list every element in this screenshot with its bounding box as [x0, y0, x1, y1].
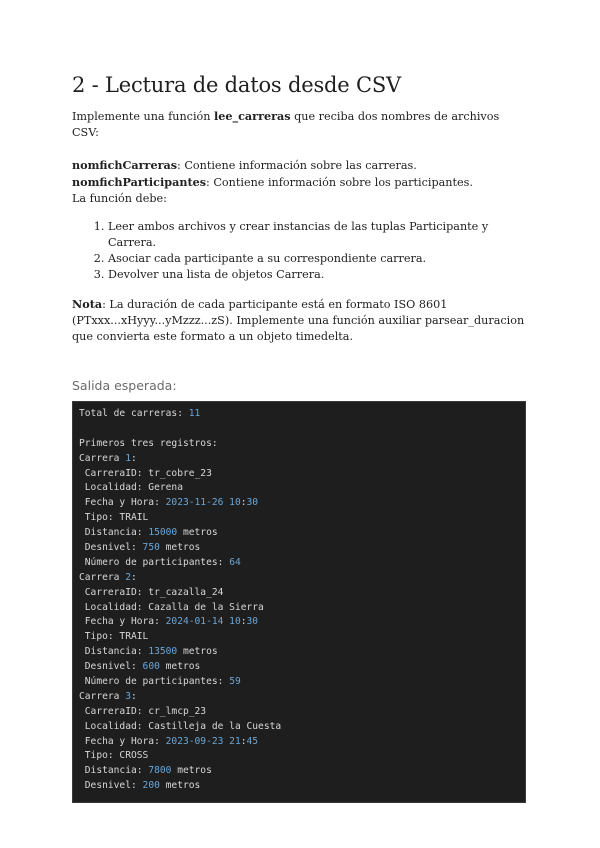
- terminal-text: metros: [171, 765, 212, 777]
- terminal-text: Total de carreras:: [79, 408, 189, 419]
- terminal-line: [79, 481, 519, 496]
- steps-list: [72, 219, 528, 283]
- terminal-number: 30: [246, 616, 259, 628]
- intro-text-end: que reciba dos nombres de archivos CSV:: [72, 110, 500, 139]
- terminal-number: 7800: [148, 765, 172, 777]
- note-line: que convierta este formato a un objeto timedelta.: [72, 330, 354, 343]
- terminal-number: 3: [125, 690, 131, 702]
- terminal-line: [79, 422, 519, 437]
- must-intro: La función debe:: [72, 192, 167, 205]
- terminal-line: [79, 645, 519, 660]
- terminal-text: Tipo: TRAIL: [79, 631, 149, 643]
- terminal-number: 11: [188, 408, 201, 419]
- terminal-text: Carrera: [79, 690, 126, 702]
- terminal-number: 15000: [148, 527, 178, 539]
- terminal-line: [79, 496, 519, 511]
- terminal-text: Distancia:: [79, 527, 149, 539]
- intro-text: Implemente una función: [72, 110, 215, 123]
- terminal-text: metros: [177, 527, 218, 539]
- terminal-line: [79, 690, 519, 705]
- terminal-text: Fecha y Hora:: [79, 497, 166, 509]
- terminal-line: [79, 571, 519, 586]
- terminal-text: Carrera: [79, 452, 126, 464]
- terminal-text: :: [131, 452, 137, 464]
- terminal-line: [79, 556, 519, 571]
- terminal-text: Desnivel:: [79, 542, 143, 554]
- terminal-line: [79, 615, 519, 630]
- terminal-text: Distancia:: [79, 646, 149, 658]
- terminal-number: 600: [142, 661, 160, 673]
- terminal-text: Número de participantes:: [79, 556, 230, 568]
- terminal-number: 2023-11-26 10: [165, 497, 241, 509]
- terminal-line: [79, 779, 519, 794]
- terminal-line: [79, 586, 519, 601]
- note-line: [72, 296, 528, 313]
- terminal-text: Localidad: Gerena: [79, 482, 183, 494]
- output-label: Salida esperada:: [72, 378, 177, 393]
- parameter-definitions: [72, 157, 528, 207]
- terminal-line: [79, 407, 519, 422]
- terminal-text: :: [131, 571, 137, 583]
- terminal-line: [79, 764, 519, 779]
- terminal-text: Número de participantes:: [79, 676, 230, 688]
- note-line: (PTxxx...xHyyy...yMzzz...zS). Implemente una función auxiliar parsear_duracion: [72, 314, 525, 327]
- terminal-text: :: [131, 690, 137, 702]
- terminal-text: Tipo: CROSS: [79, 750, 149, 762]
- intro-paragraph: [72, 108, 528, 141]
- terminal-number: 2: [125, 571, 131, 583]
- terminal-number: 30: [246, 497, 259, 509]
- param-participantes: [72, 174, 528, 191]
- terminal-text: CarreraID: tr_cazalla_24: [79, 586, 224, 598]
- terminal-text: CarreraID: cr_lmcp_23: [79, 705, 207, 717]
- terminal-text: Distancia:: [79, 765, 149, 777]
- terminal-line: [79, 660, 519, 675]
- terminal-line: [79, 720, 519, 735]
- terminal-text: Fecha y Hora:: [79, 735, 166, 747]
- terminal-line: [79, 467, 519, 482]
- terminal-number: 64: [229, 556, 241, 568]
- document-page: [72, 72, 528, 803]
- terminal-text: CarreraID: tr_cobre_23: [79, 467, 212, 479]
- param-desc: : Contiene información sobre las carreras.: [177, 159, 417, 172]
- terminal-text: :: [240, 735, 247, 747]
- terminal-line: [79, 630, 519, 645]
- terminal-line: [79, 541, 519, 556]
- terminal-line: [79, 601, 519, 616]
- terminal-text: metros: [159, 661, 201, 673]
- terminal-number: 750: [142, 542, 160, 554]
- terminal-text: Localidad: Cazalla de la Sierra: [79, 601, 264, 613]
- terminal-number: 200: [142, 780, 160, 792]
- terminal-text: metros: [159, 542, 201, 554]
- param-carreras: [72, 157, 528, 174]
- terminal-text: Fecha y Hora:: [79, 616, 166, 628]
- terminal-line: [79, 749, 519, 764]
- terminal-text: Desnivel:: [79, 780, 143, 792]
- terminal-text: :: [240, 497, 247, 509]
- terminal-text: metros: [177, 646, 218, 658]
- terminal-line: [79, 675, 519, 690]
- list-item: 1. Leer ambos archivos y crear instancias de las tuplas Participante y Carrera.: [108, 219, 528, 251]
- note-label: Nota: [72, 297, 103, 311]
- section-heading: 2 - Lectura de datos desde CSV: [72, 73, 401, 97]
- note-text: : La duración de cada participante está en formato ISO 8601: [102, 298, 448, 311]
- param-name: nomfichCarreras: [72, 158, 178, 172]
- terminal-line: [79, 735, 519, 750]
- list-item: 2. Asociar cada participante a su correspondiente carrera.: [108, 251, 528, 267]
- function-name: lee_carreras: [214, 109, 291, 123]
- param-name: nomfichParticipantes: [72, 175, 207, 189]
- terminal-line: [79, 452, 519, 467]
- terminal-number: 45: [246, 735, 259, 747]
- terminal-line: [79, 511, 519, 526]
- terminal-number: 2023-09-23 21: [165, 735, 241, 747]
- terminal-line: [79, 437, 519, 452]
- terminal-number: 1: [125, 452, 131, 464]
- terminal-text: Desnivel:: [79, 661, 143, 673]
- terminal-text: Localidad: Castilleja de la Cuesta: [79, 720, 282, 732]
- terminal-text: metros: [159, 780, 201, 792]
- terminal-line: [79, 705, 519, 720]
- terminal-number: 59: [229, 676, 241, 688]
- terminal-number: 13500: [148, 646, 178, 658]
- terminal-text: Carrera: [79, 571, 126, 583]
- terminal-number: 2024-01-14 10: [165, 616, 241, 628]
- terminal-output: [72, 401, 526, 803]
- terminal-line: [79, 526, 519, 541]
- terminal-text: :: [240, 616, 247, 628]
- note-paragraph: [72, 296, 528, 345]
- param-desc: : Contiene información sobre los participantes.: [206, 176, 473, 189]
- terminal-text: Primeros tres registros:: [79, 437, 218, 449]
- list-item: 3. Devolver una lista de objetos Carrera.: [108, 267, 528, 283]
- terminal-text: Tipo: TRAIL: [79, 512, 149, 524]
